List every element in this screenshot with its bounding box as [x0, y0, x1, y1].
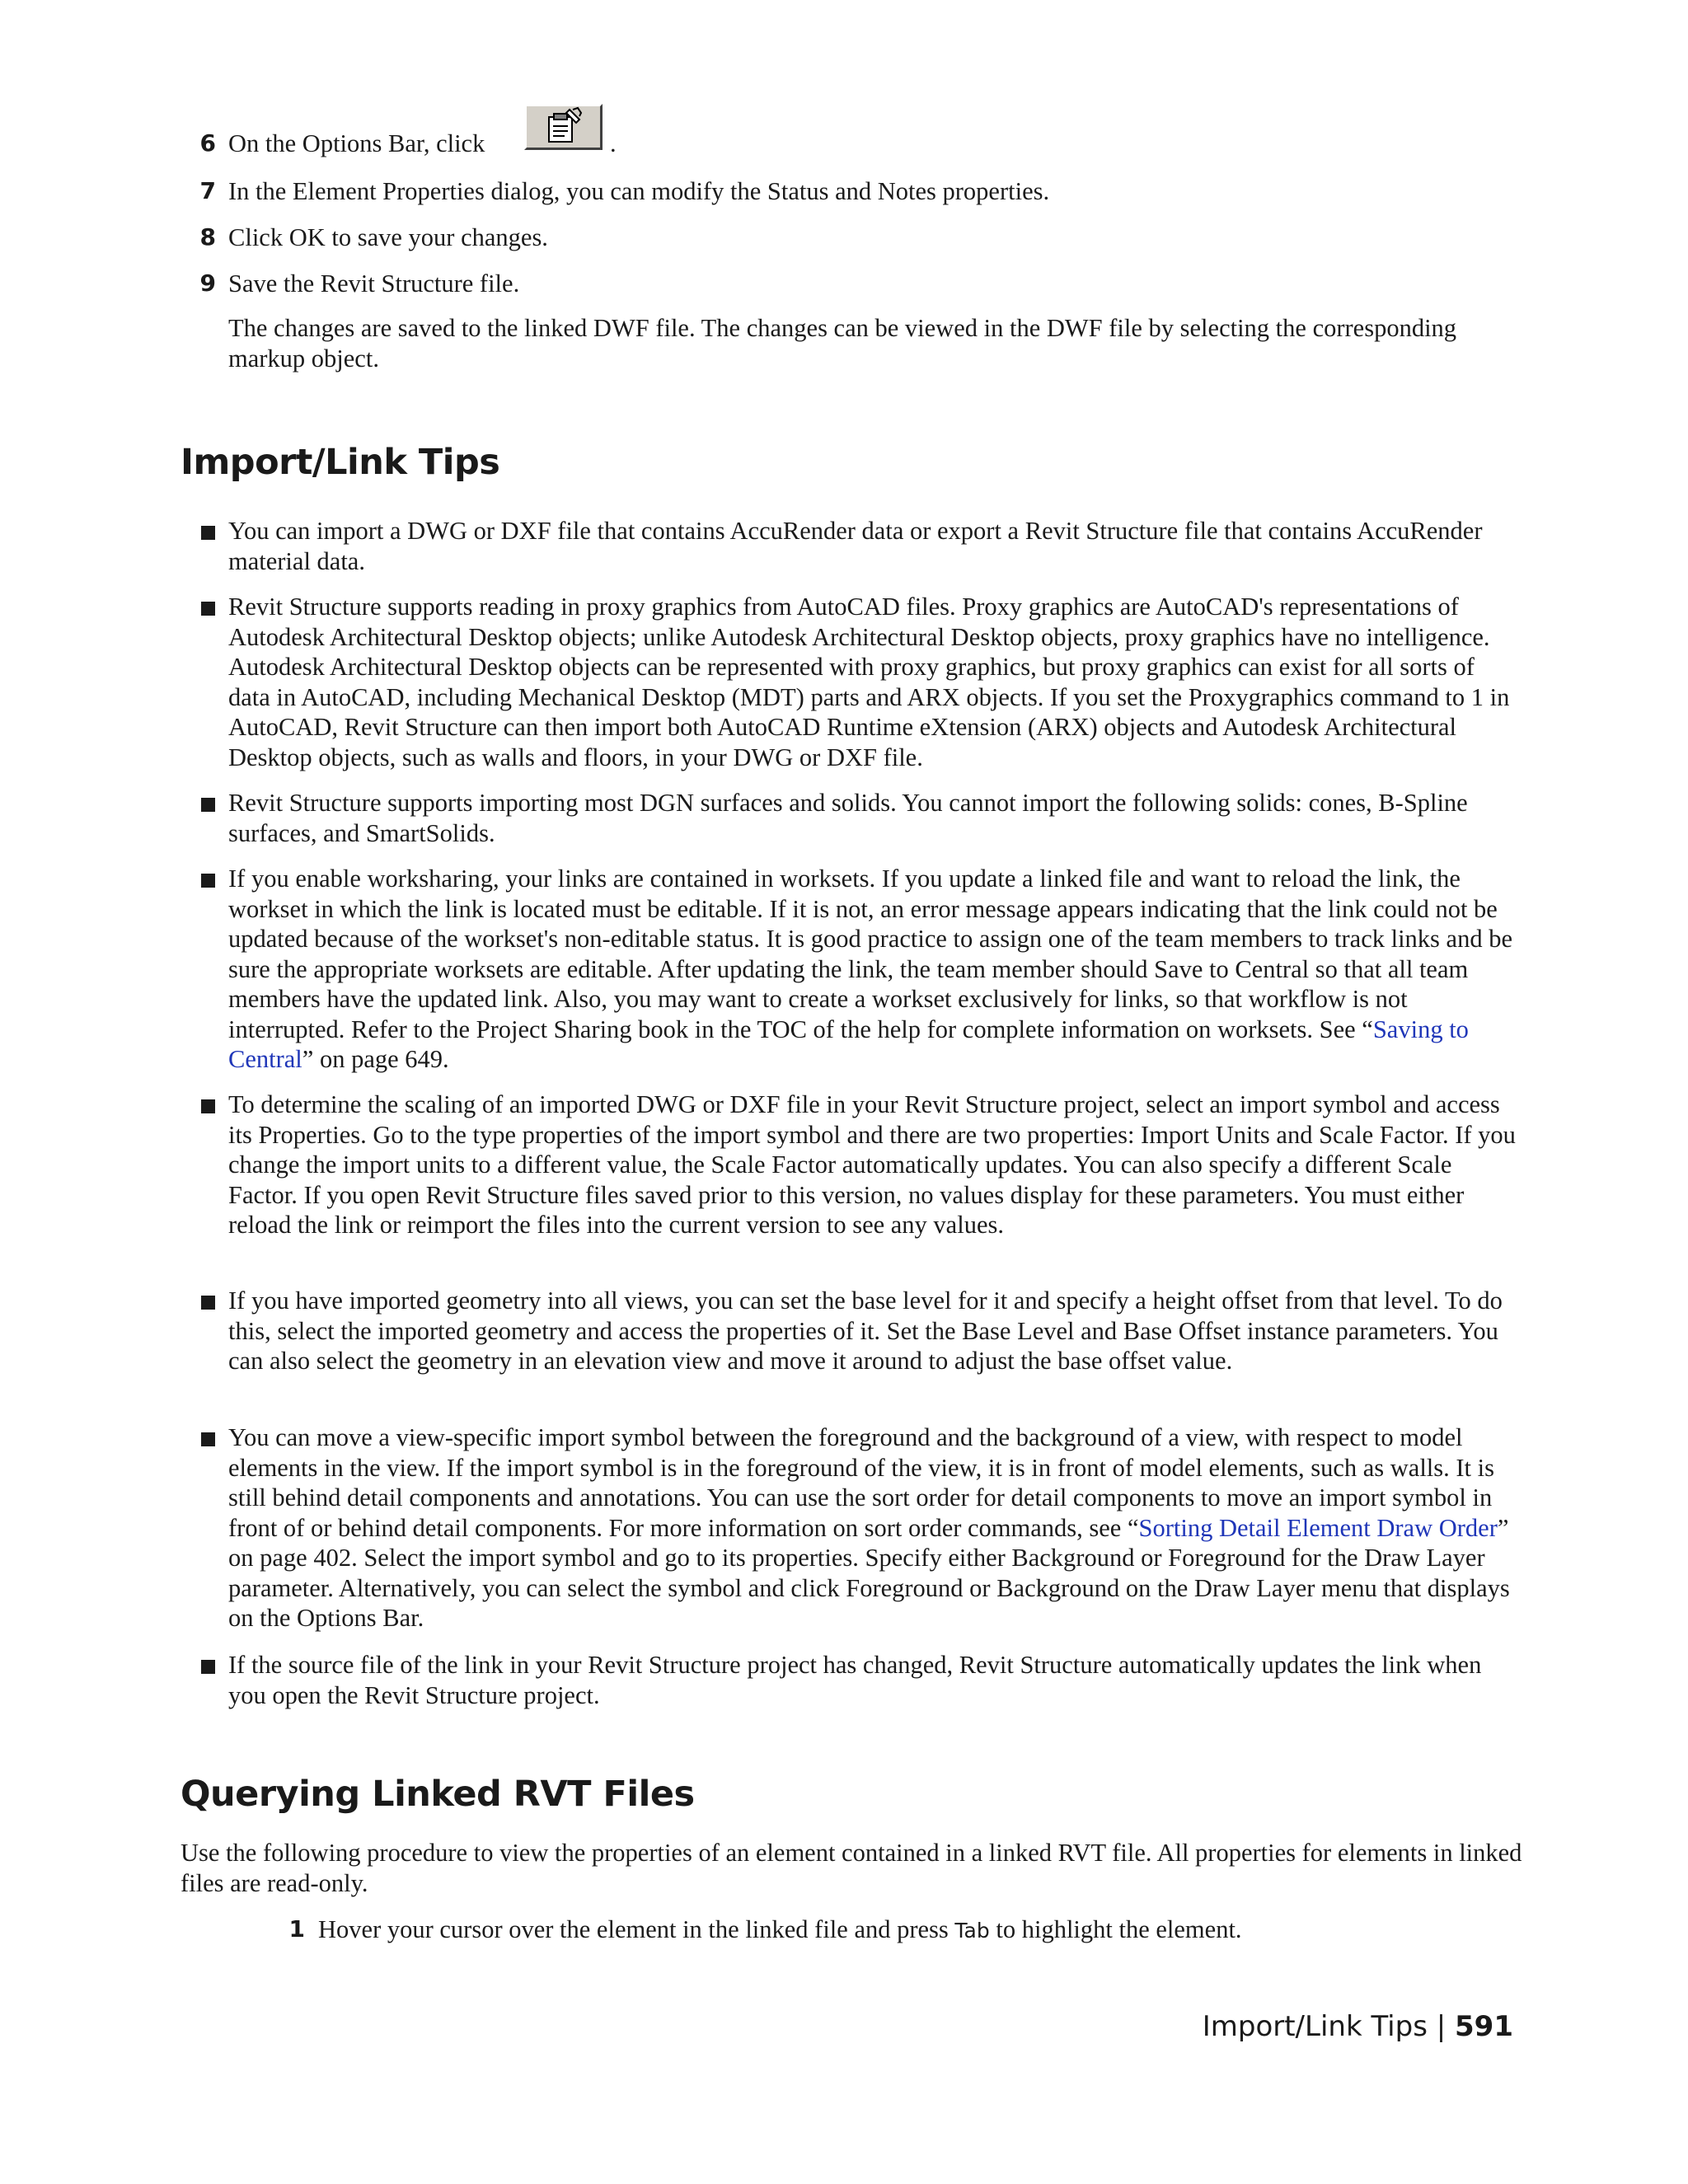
- footer-separator: |: [1436, 2010, 1447, 2043]
- bullet-text: To determine the scaling of an imported DWG or DXF file in your Revit Structure project, select an import symbol and access its Properties. Go to the type properties of the import symbol and there are two properties: Import Units and Scale Factor. If you change the import units to a different value, the Scale Factor automatically updates. You can also specify a different Scale Factor. If you open Revit Structure files saved prior to this version, no values display for these parameters. You must either reload the link or reimport the files into the current version to see any values.: [228, 1090, 1516, 1239]
- bullet-icon: [201, 1660, 215, 1674]
- bullet-icon: [201, 1099, 215, 1113]
- bullet-text: [228, 864, 1522, 1075]
- bullet-icon: [201, 798, 215, 812]
- element-properties-icon: [527, 106, 600, 148]
- step-text: [318, 1915, 1522, 1947]
- element-properties-button[interactable]: [524, 104, 603, 150]
- step-text-after: to highlight the element.: [989, 1915, 1242, 1943]
- step-text: Click OK to save your changes.: [228, 223, 548, 251]
- bullet-text: If you have imported geometry into all views, you can set the base level for it and specify a height offset from that level. To do this, select the imported geometry and access the properties of it. Set the Base Level and Base Offset instance parameters. You can also select the geometry in an elevation view and move it around to adjust the base offset value.: [228, 1286, 1503, 1375]
- footer-section-title: Import/Link Tips: [1202, 2010, 1428, 2043]
- section-intro: Use the following procedure to view the properties of an element contained in a linked RVT file. All properties for elements in linked files are read-only.: [181, 1839, 1522, 1897]
- bullet-icon: [201, 874, 215, 888]
- step-suffix: .: [610, 129, 617, 157]
- bullet-text: You can import a DWG or DXF file that contains AccuRender data or export a Revit Structure file that contains AccuRender material data.: [228, 517, 1483, 575]
- bullet-text-after: ” on page 402. Select the import symbol and go to its properties. Specify either Background or Foreground for the Draw Layer parameter. Alternatively, you can select the symbol and click Foreground or Background on the Draw Layer menu that displays on the Options Bar.: [228, 1513, 1510, 1632]
- tab-key: Tab: [954, 1919, 990, 1943]
- step-number: 7: [199, 177, 216, 204]
- step-number: 1: [288, 1915, 305, 1943]
- step-text: On the Options Bar, click: [228, 129, 485, 157]
- step-text: Save the Revit Structure file.: [228, 269, 520, 298]
- bullet-text: [228, 1422, 1522, 1633]
- bullet-icon: [201, 1296, 215, 1310]
- bullet-text: If the source file of the link in your Revit Structure project has changed, Revit Structure automatically updates the link when you open the Revit Structure project.: [228, 1651, 1482, 1709]
- page-footer: [1203, 2012, 1513, 2042]
- step-text-before: Hover your cursor over the element in the linked file and press: [318, 1915, 955, 1943]
- saving-to-central-link[interactable]: Saving to Central: [228, 1015, 1469, 1073]
- section-heading-import-link-tips: Import/Link Tips: [181, 442, 500, 483]
- step-text: In the Element Properties dialog, you can modify the Status and Notes properties.: [228, 177, 1050, 205]
- bullet-text-after: ” on page 649.: [302, 1045, 449, 1073]
- section-heading-querying-linked-rvt-files: Querying Linked RVT Files: [181, 1774, 695, 1815]
- bullet-text: Revit Structure supports importing most DGN surfaces and solids. You cannot import the following solids: cones, B-Spline surfaces, and SmartSolids.: [228, 789, 1468, 847]
- bullet-text-before: If you enable worksharing, your links are contained in worksets. If you update a linked file and want to reload the link, the workset in which the link is located must be editable. If it is not, an error message appears indicating that the link could not be updated because of the workset's non-editable status. It is good practice to assign one of the team members to track links and be sure the appropriate worksets are editable. After updating the link, the team member should Save to Central so that all team members have the updated link. Also, you may want to create a workset exclusively for links, so that workflow is not interrupted. Refer to the Project Sharing book in the TOC of the help for complete information on worksets. See “: [228, 865, 1513, 1043]
- step-number: 8: [199, 223, 216, 251]
- bullet-icon: [201, 602, 215, 616]
- step-9-result: The changes are saved to the linked DWF file. The changes can be viewed in the DWF file by selecting the corresponding markup object.: [228, 314, 1457, 373]
- bullet-text-before: You can move a view-specific import symbol between the foreground and the background of a view, with respect to model elements in the view. If the import symbol is in the foreground of the view, it is in front of model elements, such as walls. It is still behind detail components and annotations. You can use the sort order for detail components to move an import symbol in front of or behind detail components. For more information on sort order commands, see “: [228, 1423, 1494, 1542]
- step-number: 9: [199, 269, 216, 297]
- step-number: 6: [199, 129, 216, 157]
- bullet-text: Revit Structure supports reading in proxy graphics from AutoCAD files. Proxy graphics are AutoCAD's representations of Autodesk Architectural Desktop objects; unlike Autodesk Architectural Desktop objects, proxy graphics have no intelligence. Autodesk Architectural Desktop objects can be represented with proxy graphics, but proxy graphics can exist for all sorts of data in AutoCAD, including Mechanical Desktop (MDT) parts and ARX objects. If you set the Proxygraphics command to 1 in AutoCAD, Revit Structure can then import both AutoCAD Runtime eXtension (ARX) objects and Autodesk Architectural Desktop objects, such as walls and floors, in your DWG or DXF file.: [228, 593, 1510, 771]
- bullet-icon: [201, 1432, 215, 1446]
- page-number: 591: [1455, 2010, 1513, 2043]
- bullet-icon: [201, 526, 215, 540]
- sorting-detail-element-draw-order-link[interactable]: Sorting Detail Element Draw Order: [1138, 1513, 1498, 1542]
